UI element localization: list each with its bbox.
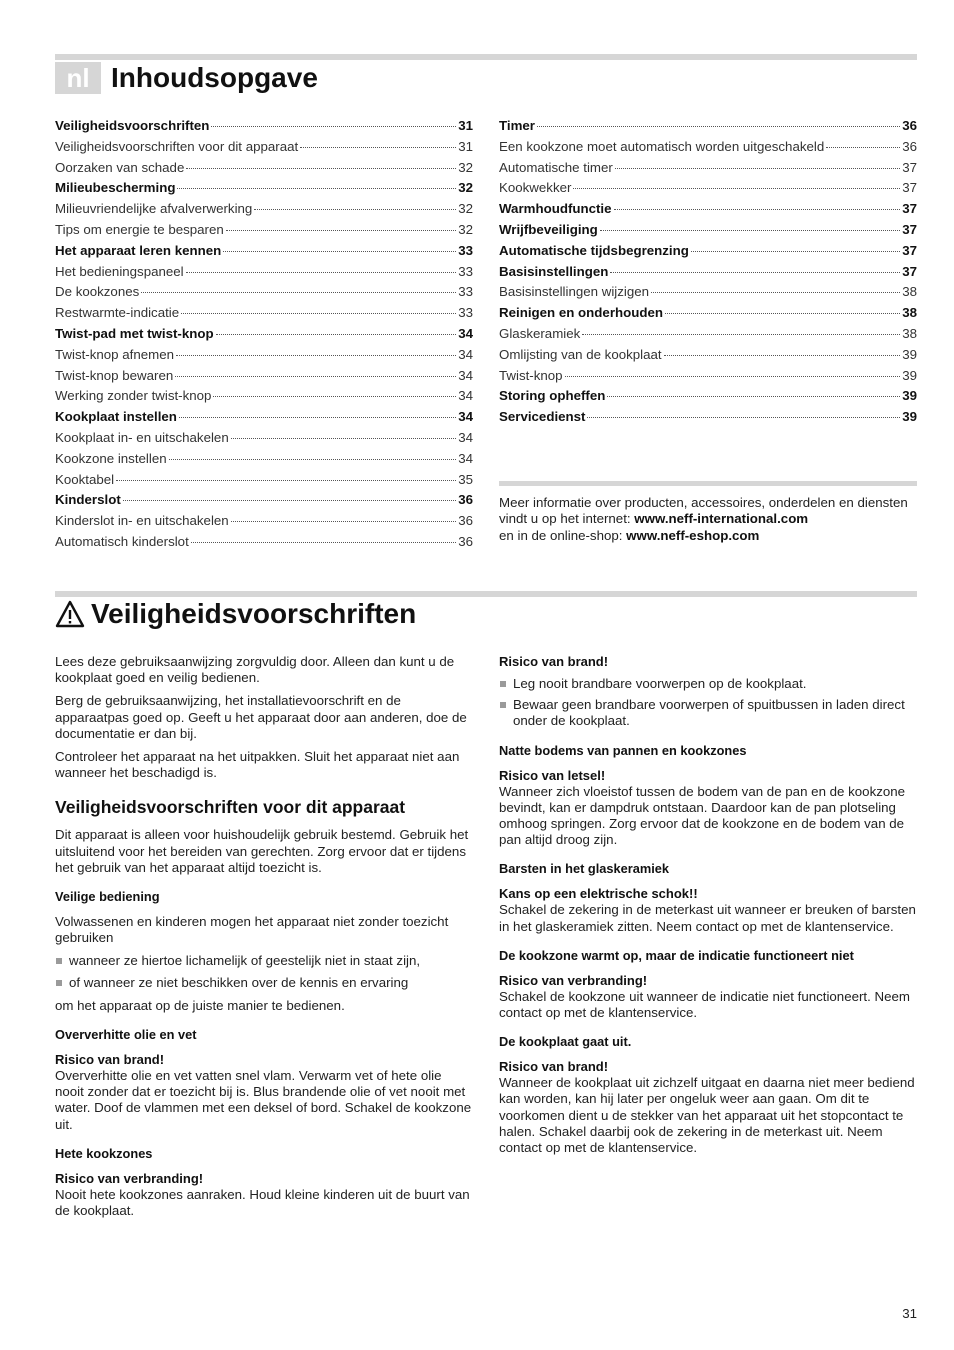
toc-entry-label: Storing opheffen xyxy=(499,388,606,404)
indicator-risk: Risico van verbranding! xyxy=(499,972,648,988)
toc-dot-leader xyxy=(176,355,456,356)
cracks-heading: Barsten in het glaskeramiek xyxy=(499,861,669,877)
cracks-text: Schakel de zekering in de meterkast uit wanneer er breuken of barsten in het glaskeramiek zitten. Neem contact op met de klantenservice. xyxy=(499,902,916,934)
toc-entry-label: Basisinstellingen wijzigen xyxy=(499,284,650,300)
indicator-text: Schakel de kookzone uit wanneer de indicatie niet functioneert. Neem contact op met de klantenservice. xyxy=(499,988,910,1021)
toc-entry-label: Twist-pad met twist-knop xyxy=(55,325,214,341)
section-title: Veiligheidsvoorschriften voor dit apparaat xyxy=(55,797,406,818)
toc-entry-page: 34 xyxy=(458,346,473,362)
toc-entry-page: 39 xyxy=(902,409,917,425)
toc-entry[interactable] xyxy=(499,178,917,199)
toc-entry-page: 34 xyxy=(458,367,473,383)
hot-zones-heading: Hete kookzones xyxy=(55,1145,153,1161)
toc-dot-leader xyxy=(537,126,900,127)
toc-entry-page: 34 xyxy=(458,388,473,404)
toc-entry-label: Het apparaat leren kennen xyxy=(55,242,222,258)
toc-dot-leader xyxy=(610,272,900,273)
toc-entry-label: Tips om energie te besparen xyxy=(55,221,224,237)
toc-entry-page: 37 xyxy=(902,180,917,196)
toc-entry-page: 36 xyxy=(902,118,917,133)
hot-zones-risk: Risico van verbranding! xyxy=(55,1170,204,1186)
link-neff-international[interactable]: www.neff-international.com xyxy=(634,511,809,527)
toc-entry[interactable] xyxy=(55,428,473,449)
toc-dot-leader xyxy=(211,126,456,127)
toc-entry[interactable] xyxy=(499,366,917,387)
toc-entry[interactable] xyxy=(499,407,917,428)
toc-entry-label: Automatische tijdsbegrenzing xyxy=(499,242,689,258)
warning-triangle-icon xyxy=(55,599,85,629)
toc-entry[interactable] xyxy=(55,511,473,532)
toc-entry-label: Reinigen en onderhouden xyxy=(499,305,663,321)
toc-entry-label: Veiligheidsvoorschriften voor dit apparaat xyxy=(55,138,299,154)
toc-entry-label: Wrijfbeveiliging xyxy=(499,221,598,237)
toc-entry[interactable] xyxy=(55,220,473,241)
toc-dot-leader xyxy=(226,230,456,231)
toc-entry[interactable] xyxy=(499,282,917,303)
toc-entry-page: 36 xyxy=(458,513,473,529)
page-number: 31 xyxy=(902,1306,917,1321)
safe-use-after: om het apparaat op de juiste manier te bedienen. xyxy=(55,997,345,1013)
toc-dot-leader xyxy=(651,292,900,293)
toc-entry-label: De kookzones xyxy=(55,284,140,300)
overheated-oil-heading: Oververhitte olie en vet xyxy=(55,1027,197,1043)
switches-off-text: Wanneer de kookplaat uit zichzelf uitgaat en daarna niet meer bediend kan worden, kan hij later per ongeluk weer aan gaan. Om dit te voorkomen dient u de stekker van het apparaat uit het stopcontact te halen. Schakel daarbij ook de zekering in de meterkast uit. Neem contact op met de klantenservice. xyxy=(499,1075,915,1156)
switches-off-heading: De kookplaat gaat uit. xyxy=(499,1034,632,1050)
toc-entry[interactable] xyxy=(55,449,473,470)
toc-entry[interactable] xyxy=(55,262,473,283)
hot-zones-text: Nooit hete kookzones aanraken. Houd kleine kinderen uit de buurt van de kookplaat. xyxy=(55,1186,470,1219)
toc-entry[interactable] xyxy=(499,303,917,324)
toc-entry-page: 34 xyxy=(458,325,473,341)
intro-paragraph-1: Lees deze gebruiksaanwijzing zorgvuldig door. Alleen dan kunt u de kookplaat goed en veilig bedienen. xyxy=(55,654,455,686)
toc-entry[interactable] xyxy=(499,324,917,345)
toc-entry-page: 35 xyxy=(458,471,473,487)
toc-entry[interactable] xyxy=(499,220,917,241)
intro-paragraph-2: Berg de gebruiksaanwijzing, het installatievoorschrift en de apparaatpas goed op. Geeft u het apparaat door aan anderen, doe de documentatie er dan bij. xyxy=(55,693,467,741)
toc-entry-page: 38 xyxy=(902,325,917,341)
toc-entry[interactable] xyxy=(55,199,473,220)
info-text-2: en in de online-shop: xyxy=(499,527,627,543)
toc-entry-page: 34 xyxy=(458,429,473,445)
toc-entry[interactable] xyxy=(55,345,473,366)
toc-dot-leader xyxy=(664,355,901,356)
safety-top-rule xyxy=(55,591,917,597)
toc-dot-leader xyxy=(216,334,457,335)
toc-entry-page: 37 xyxy=(902,263,917,279)
toc-entry[interactable] xyxy=(55,241,473,262)
toc-entry-page: 33 xyxy=(458,305,473,321)
toc-entry-label: Kookplaat in- en uitschakelen xyxy=(55,429,229,445)
toc-entry[interactable] xyxy=(55,158,473,179)
toc-entry[interactable] xyxy=(499,116,917,137)
toc-entry-label: Kinderslot in- en uitschakelen xyxy=(55,513,229,529)
toc-entry-label: Twist-knop xyxy=(499,367,563,383)
toc-entry-label: Werking zonder twist-knop xyxy=(55,388,212,404)
toc-entry-page: 37 xyxy=(902,242,917,258)
toc-entry-label: Timer xyxy=(499,118,535,133)
toc-dot-leader xyxy=(179,417,456,418)
toc-dot-leader xyxy=(615,168,900,169)
toc-entry[interactable] xyxy=(55,470,473,491)
toc-entry-label: Kookplaat instellen xyxy=(55,409,177,425)
safety-title: Veiligheidsvoorschriften xyxy=(91,598,417,629)
toc-dot-leader xyxy=(177,188,456,189)
toc-entry[interactable] xyxy=(499,241,917,262)
toc-dot-leader xyxy=(600,230,900,231)
info-box xyxy=(499,495,917,544)
wet-bottoms-heading: Natte bodems van pannen en kookzones xyxy=(499,742,747,758)
toc-entry[interactable] xyxy=(55,282,473,303)
info-rule xyxy=(499,481,917,486)
toc-dot-leader xyxy=(231,438,456,439)
toc-dot-leader xyxy=(573,188,900,189)
overheated-oil-text: Oververhitte olie en vet vatten snel vlam. Verwarm vet of hete olie nooit zonder dat er toezicht bij is. Blus brandende olie of vet nooit met water. Doof de vlammen met een deksel of bord. Schakel de kookzone uit. xyxy=(55,1068,472,1132)
toc-dot-leader xyxy=(186,168,456,169)
toc-entry-page: 36 xyxy=(458,533,473,549)
toc-entry-page: 38 xyxy=(902,305,917,321)
toc-entry[interactable] xyxy=(499,199,917,220)
toc-entry-label: Veiligheidsvoorschriften xyxy=(55,118,210,133)
switches-off-risk: Risico van brand! xyxy=(499,1059,609,1075)
toc-dot-leader xyxy=(123,500,456,501)
safe-use-list xyxy=(55,953,473,990)
toc-entry-label: Automatische timer xyxy=(499,159,613,175)
toc-entry-page: 34 xyxy=(458,450,473,466)
toc-entry-page: 37 xyxy=(902,201,917,217)
toc-dot-leader xyxy=(614,209,901,210)
toc-dot-leader xyxy=(826,147,900,148)
toc-entry-label: Basisinstellingen xyxy=(499,263,609,279)
toc-entry[interactable] xyxy=(499,262,917,283)
toc-entry-label: Milieuvriendelijke afvalverwerking xyxy=(55,201,253,217)
wet-bottoms-text: Wanneer zich vloeistof tussen de bodem van de pan en de kookzone bevindt, kan er dampdruk ontstaan. Daardoor kan de pan plotseling omhoog springen. Zorg ervoor dat de kookzone en de bodem van de pan altijd droog zijn. xyxy=(499,783,906,848)
toc-entry-label: Restwarmte-indicatie xyxy=(55,305,180,321)
safe-use-text: Volwassenen en kinderen mogen het apparaat niet zonder toezicht gebruiken xyxy=(55,914,449,946)
toc-entry-label: Twist-knop bewaren xyxy=(55,367,174,383)
toc-dot-leader xyxy=(116,480,456,481)
toc-dot-leader xyxy=(565,376,901,377)
info-text-1: Meer informatie over producten, accessoires, onderdelen en diensten vindt u op het internet: xyxy=(499,495,908,527)
toc-entry[interactable] xyxy=(55,303,473,324)
toc-dot-leader xyxy=(213,396,456,397)
toc-entry-label: Kooktabel xyxy=(55,471,115,487)
toc-entry-page: 37 xyxy=(902,221,917,237)
toc-dot-leader xyxy=(691,251,900,252)
toc-dot-leader xyxy=(607,396,900,397)
toc-entry-label: Kinderslot xyxy=(55,492,121,508)
toc-column-right xyxy=(499,116,917,428)
toc-entry-page: 31 xyxy=(458,138,473,154)
toc-dot-leader xyxy=(223,251,456,252)
wet-bottoms-risk: Risico van letsel! xyxy=(499,767,606,783)
toc-dot-leader xyxy=(587,417,900,418)
toc-entry[interactable] xyxy=(499,386,917,407)
toc-dot-leader xyxy=(191,542,456,543)
toc-entry-label: Milieubescherming xyxy=(55,180,176,196)
toc-entry[interactable] xyxy=(55,386,473,407)
toc-entry[interactable] xyxy=(499,345,917,366)
safety-column-right xyxy=(499,654,917,1163)
toc-title: Inhoudsopgave xyxy=(111,62,318,93)
toc-entry[interactable] xyxy=(55,407,473,428)
link-neff-eshop[interactable]: www.neff-eshop.com xyxy=(626,527,760,543)
section-intro: Dit apparaat is alleen voor huishoudelijk gebruik bestemd. Gebruik het uitsluitend voor het bereiden van gerechten. Zorg ervoor dat er tijdens het gebruik van het apparaat altijd toezicht is. xyxy=(55,827,469,875)
toc-heading xyxy=(55,62,318,94)
toc-entry-label: Omlijsting van de kookplaat xyxy=(499,346,662,362)
toc-entry-page: 33 xyxy=(458,284,473,300)
list-item: wanneer ze hiertoe lichamelijk of geestelijk niet in staat zijn, xyxy=(55,953,473,969)
toc-entry[interactable] xyxy=(55,137,473,158)
toc-entry-page: 32 xyxy=(458,201,473,217)
cracks-risk: Kans op een elektrische schok!! xyxy=(499,886,698,902)
toc-entry-label: Het bedieningspaneel xyxy=(55,263,184,279)
toc-dot-leader xyxy=(231,521,457,522)
indicator-heading: De kookzone warmt op, maar de indicatie functioneert niet xyxy=(499,947,854,963)
toc-entry[interactable] xyxy=(499,158,917,179)
toc-entry-page: 32 xyxy=(458,221,473,237)
toc-entry[interactable] xyxy=(55,324,473,345)
toc-dot-leader xyxy=(186,272,457,273)
toc-column-left xyxy=(55,116,473,553)
toc-entry-page: 39 xyxy=(902,388,917,404)
toc-entry[interactable] xyxy=(55,532,473,553)
toc-entry-page: 32 xyxy=(458,159,473,175)
toc-entry-page: 39 xyxy=(902,367,917,383)
toc-dot-leader xyxy=(300,147,456,148)
toc-entry-page: 34 xyxy=(458,409,473,425)
toc-dot-leader xyxy=(582,334,900,335)
toc-entry-page: 36 xyxy=(458,492,473,508)
toc-entry-label: Glaskeramiek xyxy=(499,325,581,341)
toc-entry[interactable] xyxy=(55,178,473,199)
toc-dot-leader xyxy=(169,459,457,460)
toc-entry-page: 32 xyxy=(458,180,473,196)
toc-dot-leader xyxy=(665,313,900,314)
toc-dot-leader xyxy=(181,313,456,314)
language-badge: nl xyxy=(55,62,101,94)
toc-entry-page: 33 xyxy=(458,242,473,258)
toc-entry-page: 33 xyxy=(458,263,473,279)
safety-heading xyxy=(55,598,416,630)
toc-entry-page: 37 xyxy=(902,159,917,175)
intro-paragraph-3: Controleer het apparaat na het uitpakken. Sluit het apparaat niet aan wanneer het beschadigd is. xyxy=(55,749,460,781)
toc-dot-leader xyxy=(175,376,456,377)
toc-entry[interactable] xyxy=(55,116,473,137)
safety-column-left xyxy=(55,654,473,1226)
safe-use-heading: Veilige bediening xyxy=(55,889,160,905)
toc-entry-label: Een kookzone moet automatisch worden uitgeschakeld xyxy=(499,138,825,154)
toc-entry[interactable] xyxy=(55,366,473,387)
toc-entry-label: Kookzone instellen xyxy=(55,450,167,466)
toc-dot-leader xyxy=(254,209,456,210)
fire-risk-heading: Risico van brand! xyxy=(499,654,609,669)
toc-entry-label: Oorzaken van schade xyxy=(55,159,185,175)
toc-top-rule xyxy=(55,54,917,60)
toc-dot-leader xyxy=(141,292,456,293)
overheated-oil-risk: Risico van brand! xyxy=(55,1052,165,1068)
toc-entry[interactable] xyxy=(499,137,917,158)
toc-entry-label: Warmhoudfunctie xyxy=(499,201,612,217)
list-item: Bewaar geen brandbare voorwerpen of spuitbussen in laden direct onder de kookplaat. xyxy=(499,697,917,729)
toc-entry-label: Kookwekker xyxy=(499,180,572,196)
toc-entry-page: 38 xyxy=(902,284,917,300)
toc-entry-page: 31 xyxy=(458,118,473,133)
fire-risk-list xyxy=(499,676,917,730)
toc-entry-page: 36 xyxy=(902,138,917,154)
list-item: of wanneer ze niet beschikken over de kennis en ervaring xyxy=(55,975,473,991)
toc-entry-page: 39 xyxy=(902,346,917,362)
toc-entry-label: Servicedienst xyxy=(499,409,586,425)
toc-entry-label: Automatisch kinderslot xyxy=(55,533,189,549)
list-item: Leg nooit brandbare voorwerpen op de kookplaat. xyxy=(499,676,917,692)
toc-entry-label: Twist-knop afnemen xyxy=(55,346,174,362)
toc-entry[interactable] xyxy=(55,490,473,511)
